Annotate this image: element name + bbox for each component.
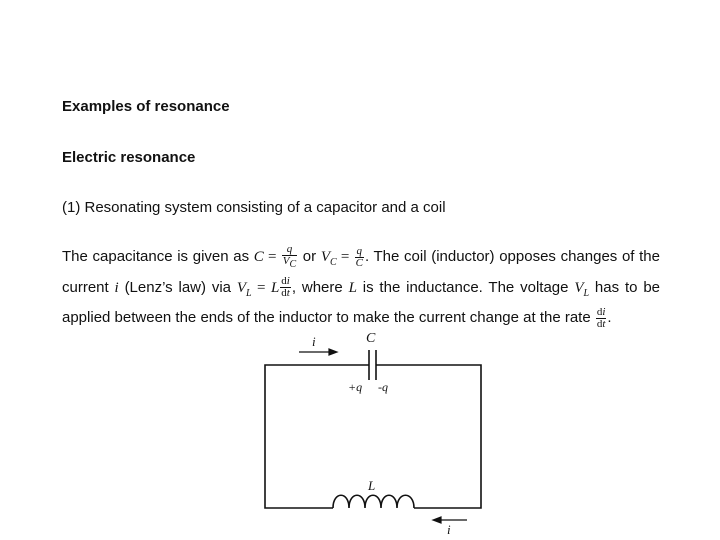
text-segment: is the inductance. The voltage [356, 278, 575, 296]
text-segment: , where [291, 278, 349, 296]
denominator: C [355, 256, 363, 269]
subscript-l: L [583, 287, 590, 299]
equals-sign: = [263, 249, 281, 266]
symbol-v: V [574, 279, 584, 296]
arrowhead-left [433, 517, 441, 523]
equals-sign: = [336, 249, 354, 266]
symbol-inductance: L [348, 279, 357, 296]
equals-sign: = [251, 279, 271, 296]
arrowhead-right [329, 349, 337, 355]
plus-q-label: +q [348, 380, 363, 394]
text-segment: or [298, 248, 321, 266]
symbol-i: i [286, 275, 290, 288]
symbol-t: t [286, 287, 290, 300]
minus-q-label: -q [378, 380, 388, 394]
inductor-label: L [368, 478, 376, 493]
current-label-bottom: i [447, 522, 451, 537]
system-title: (1) Resonating system consisting of a capacitor and a coil [62, 199, 446, 216]
differential-d: d [281, 275, 287, 288]
numerator: q [356, 244, 363, 257]
circuit-wire-right [376, 365, 481, 508]
capacitor-label: C [366, 331, 376, 346]
text-segment: The capacitance is given as [62, 248, 254, 266]
symbol-v: V [282, 255, 290, 267]
current-label-top: i [312, 334, 316, 349]
symbol-v: V [236, 279, 247, 296]
numerator: q [286, 243, 293, 255]
text-segment: . [607, 309, 612, 327]
differential-d: d [596, 305, 603, 318]
symbol-v: V [320, 249, 330, 266]
text-segment: . The coil (inductor) opposes changes of the current [62, 248, 660, 296]
heading-examples-of-resonance: Examples of resonance [62, 98, 230, 115]
inductor-coil [333, 495, 414, 508]
symbol-i: i [602, 305, 606, 318]
subscript-c: C [289, 259, 297, 271]
symbol-l: L [270, 279, 280, 296]
symbol-current: i [114, 279, 119, 296]
differential-d: d [281, 287, 287, 300]
differential-d: d [596, 317, 603, 330]
subscript-c: C [329, 257, 337, 269]
subscript-l: L [246, 287, 252, 299]
text-segment: has to be applied between the ends of the inductor to make the current change at the rate [62, 278, 660, 327]
text-segment: (Lenz’s law) via [118, 278, 237, 296]
symbol-c: C [253, 249, 264, 266]
symbol-t: t [602, 317, 606, 330]
heading-electric-resonance: Electric resonance [62, 149, 196, 166]
